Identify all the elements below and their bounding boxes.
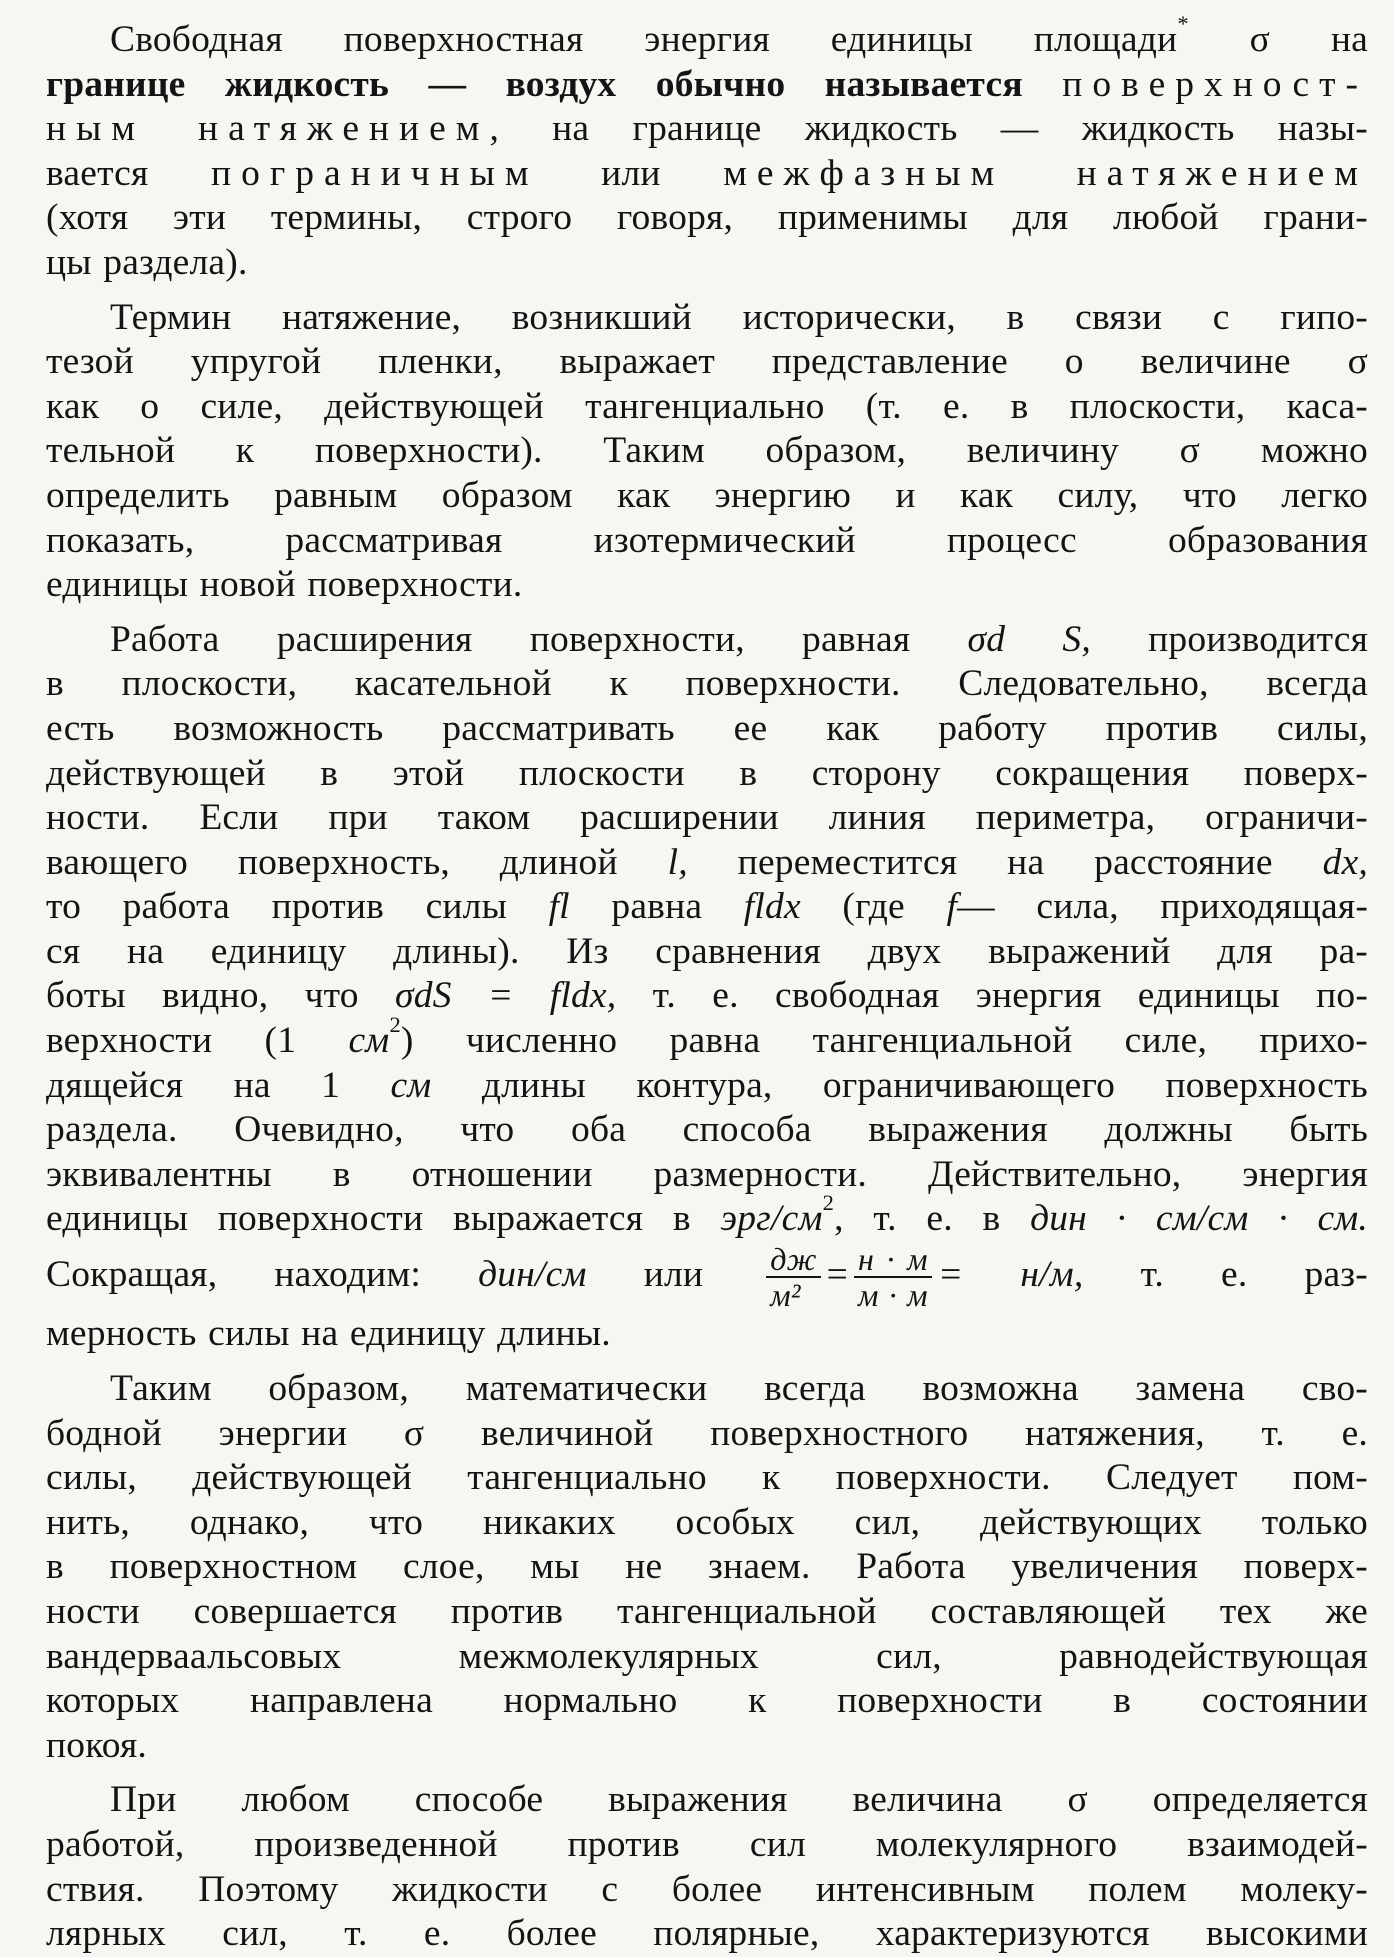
line: Таким образом, математически всегда возможна замена сво- — [110, 1368, 1368, 1410]
line: действующей в этой плоскости в сторону сокращения поверх- — [46, 752, 1368, 794]
line: то работа против силы fl равна fldx (где f— сила, приходящая- — [46, 886, 1369, 928]
line: лярных сил, т. е. более полярные, характеризуются высокими — [46, 1913, 1368, 1955]
line: (хотя эти термины, строго говоря, применимы для любой грани- — [46, 197, 1368, 239]
line: работой, произведенной против сил молекулярного взаимодей- — [46, 1823, 1368, 1865]
line: тельной к поверхности). Таким образом, величину σ можно — [46, 430, 1368, 472]
line: единицы поверхности выражается в эрг/$см^2$, т. е. в дин · см/см · см. — [46, 1190, 1369, 1240]
line: вающего поверхность, длиной l, переместится на расстояние dx, — [46, 841, 1369, 883]
line: При любом способе выражения величина σ определяется — [110, 1779, 1368, 1821]
line: ся на единицу длины). Из сравнения двух выражений для ра- — [46, 930, 1368, 972]
line: границе жидкость — воздух обычно называется поверхност- — [46, 63, 1368, 105]
equation-line: Сокращая, находим: дин/см или $\frac{дж}{\text{м²}}$ = $\frac{н \cdot м}{м \cdot м}$ = н/м, т. е. раз- — [46, 1241, 1368, 1314]
line: бодной энергии σ величиной поверхностного натяжения, т. е. — [46, 1412, 1368, 1454]
line: эквивалентны в отношении размерности. Действительно, энергия — [46, 1153, 1368, 1195]
line: в плоскости, касательной к поверхности. Следовательно, всегда — [46, 663, 1368, 705]
line: определить равным образом как энергию и как силу, что легко — [46, 474, 1368, 516]
fraction: $\frac{н \cdot м}{м \cdot м}$ — [854, 1242, 932, 1312]
line: верхности (1 $см^2$) численно равна тангенциальной силе, прихо- — [46, 1011, 1368, 1062]
line: как о силе, действующей тангенциально (т. е. в плоскости, каса- — [46, 385, 1368, 427]
line: нить, однако, что никаких особых сил, действующих только — [46, 1501, 1368, 1543]
line: дящейся на 1 см длины контура, ограничивающего поверхность — [46, 1064, 1368, 1106]
line: ствия. Поэтому жидкости с более интенсивным полем молеку- — [46, 1868, 1368, 1910]
line: вандерваальсовых межмолекулярных сил, равнодействующая — [46, 1635, 1368, 1677]
line: Работа расширения поверхности, равная σd S, производится — [110, 618, 1369, 660]
line: ности. Если при таком расширении линия периметра, ограничи- — [46, 797, 1368, 839]
line: боты видно, что σdS = fldx, т. е. свободная энергия единицы по- — [46, 975, 1369, 1017]
paragraph-4 — [46, 1367, 1368, 1768]
line: Термин натяжение, возникший исторически, в связи с гипо- — [110, 296, 1368, 338]
line: ным натяжением, на границе жидкость — жидкость назы- — [46, 108, 1368, 150]
line: покоя. — [46, 1724, 147, 1766]
line: раздела. Очевидно, что оба способа выражения должны быть — [46, 1109, 1368, 1151]
line: в поверхностном слое, мы не знаем. Работа увеличения поверх- — [46, 1546, 1368, 1588]
body-text — [46, 10, 1369, 1957]
line: силы, действующей тангенциально к поверхности. Следует пом- — [46, 1457, 1368, 1499]
paragraph-2 — [46, 296, 1368, 608]
formula: σd S, — [967, 618, 1091, 660]
line: есть возможность рассматривать ее как работу против силы, — [46, 707, 1368, 749]
term-interfacial-tension: межфазным натяжением — [723, 152, 1369, 194]
paragraph-1 — [46, 10, 1369, 286]
line: мерность силы на единицу длины. — [46, 1313, 611, 1355]
line: ности совершается против тангенциальной составляющей тех же — [46, 1590, 1368, 1632]
line: которых направлена нормально к поверхности в состоянии — [46, 1680, 1368, 1722]
paragraph-5 — [46, 1778, 1368, 1956]
line: показать, рассматривая изотермический процесс образования — [46, 519, 1368, 561]
line: цы раздела). — [46, 241, 248, 283]
fraction: $\frac{дж}{\text{м²}}$ — [766, 1242, 820, 1312]
line: тезой упругой пленки, выражает представление о величине σ — [46, 341, 1368, 383]
term-surface-tension-cont: ным натяжением, — [46, 108, 509, 150]
line: Свободная поверхностная энергия единицы площади* σ на — [110, 10, 1368, 60]
formula: σdS = fldx, — [395, 975, 617, 1017]
line: единицы новой поверхности. — [46, 564, 523, 606]
paragraph-3 — [46, 618, 1368, 1357]
line: вается пограничным или межфазным натяжением — [46, 152, 1369, 194]
term-boundary-tension: пограничным — [211, 152, 539, 194]
term-surface-tension: поверхност- — [1062, 63, 1368, 105]
